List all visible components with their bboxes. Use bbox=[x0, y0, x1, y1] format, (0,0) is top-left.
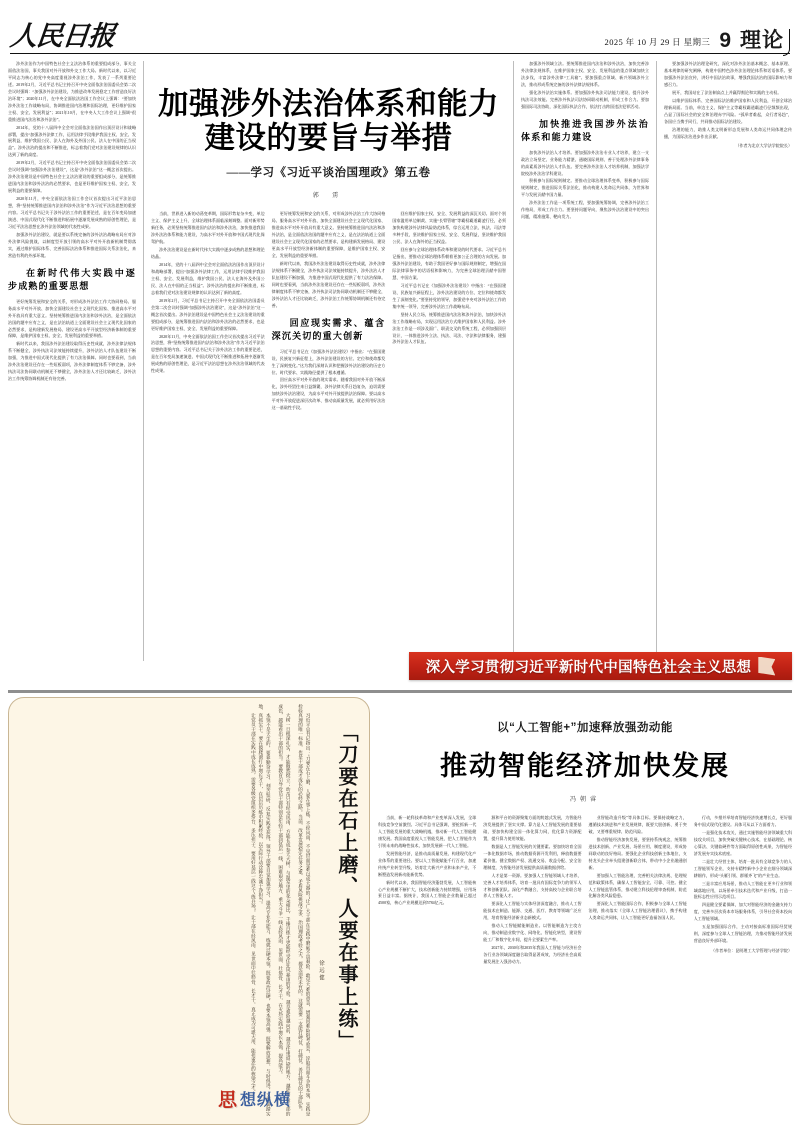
ai-column-3 bbox=[694, 815, 792, 1125]
ai-kicker: 以“人工智能+”加速释放强劲动能 bbox=[497, 722, 673, 734]
paragraph: 2019年2月，习近平总书记主持召开中央全面依法治国委员会第二次会议时强调“加强涉外法治建设”，这是“涉外法治”这一概念首次提出。涉外法治建设是中国特色社会主义法治建设的重要组成部分，是统筹推进国内法治和涉外法治的必然要求，也是更好维护国家主权、安全、发展利益的重要保障。 bbox=[151, 297, 265, 331]
paragraph: 发展智能经济，是推动高质量发展、构建现代化产业体系的重要途径。要以人工智能赋能千行百业，加速传统产业转型升级，培育壮大新兴产业和未来产业，不断塑造发展新动能新优势。 bbox=[378, 850, 477, 877]
paragraph: 2014年，党的十八届四中全会对全面依法治国作出顶层设计和战略部署，提出“加强涉外法律工作，运用法律手段维护我国主权、安全、发展利益，维护我国公民、法人在海外及外国公民、法人在中国的正当权益”。涉外法治的提出和不断推进，标志着我们党对法治建设规律的认识达到了新的高度。 bbox=[151, 261, 265, 295]
paragraph: 加快涉外法治人才培养。要加强涉外法治专业人才培养，建立一支政治立场坚定、业务能力精湛、通晓国际规则、善于处理涉外法律事务的高素质涉外法治人才队伍。要完善涉外法治人才培养机制，加强法学院校涉外法治学科建设。 bbox=[521, 149, 649, 176]
paragraph: 回应高水平对外开放的现实需求。随着我国对外开放不断深化，涉外经贸往来日益频繁，涉外法律关系日趋复杂，迫切需要加快涉外法治建设，为高水平对外开放提供法治保障。要以高水平对外开放促进深层次改革、推动高质量发展，就必须用好法治这一基础性手段。 bbox=[271, 377, 386, 411]
paragraph: 习近平总书记指出：“刀要在石上磨、人要在事上练，不经风雨、不见世面是难以成大器的。”让广大干部在实践中磨砺不畏艰险、敢见大难的意志，增强因难险阻考验会，淬取直面斗争的本领，实践是检验真理的唯一标准，也是干部成才成长的必经之路。当前，改革发展稳定任务之重、矛盾风险挑战之多、治国理政考验之大，都是前所未有的。这就需要一支能打硬仗、打硬仗、善打硬仗的干部队伍。 bbox=[298, 704, 311, 1116]
calligraphy-inner bbox=[15, 704, 363, 1118]
ai-column-0 bbox=[378, 815, 476, 1125]
paragraph: 五是加强国际合作，主动对接高标准国际经贸规则，深度参与全球人工智能治理，为推动智能经济发展营造良好外部环境。 bbox=[693, 924, 792, 944]
paragraph: 坚持人民立场，统筹推进国内法治和涉外法治，加快涉外法治工作战略布局，实现运用法治方式维护国家和人民利益。涉外法治工作是一项涉及面广、职责交叉的系统工程，必须加强顶层设计，一体推进涉外立法、执法、司法、守法和法律服务，建强涉外法治人才队伍。 bbox=[392, 311, 507, 345]
paragraph: 加强涉外法治建设，就是要以系统完备的涉外法治战略布局应对涉外法律风险挑战，以制度型开放引领的高水平对外开放新机制贯彻落实，通过维护国际体系、完善国际法治体系和推进国际关系法治化，来营造有利的外部环境。 bbox=[8, 231, 136, 258]
lead-column-5 bbox=[664, 61, 792, 661]
ai-article bbox=[378, 697, 792, 1125]
column-divider bbox=[513, 61, 514, 661]
column-divider bbox=[143, 61, 144, 661]
paragraph: 新时代以来，我国涉外法治建设取得历史性成就，涉外法律法规体系不断健全，涉外执法司法效能持续提升，涉外法治人才队伍建设不断加强，为推进中国式现代化提供了有力法治保障。同时也要看到，当前涉外法治建设还存在一些短板弱项，涉外法律制度体系不够完备，涉外执法司法协同联动机制还不够健全，涉外法治人才还比较缺乏，涉外法治工作统筹协调机制还有待完善。 bbox=[271, 260, 386, 308]
paragraph: 2020年11月，中央全面依法治国工作会议首次提出习近平法治思想，将“坚持统筹推进国内法治和涉外法治”作为习近平法治思想的重要内容。习近平总书记关于涉外法治工作的重要论述，是在百年变局加速演进、中国式现代化不断推进和拓展中逐渐发展成熟的原创性理论，是习近平法治思想在涉外法治领域的代表性成果。 bbox=[151, 333, 265, 374]
lead-article bbox=[8, 61, 792, 661]
paragraph: 2027年、2030年和2035年我国人工智能与经济社会各行业各领域深度融合取得显著成效，为经济社会高质量发展注入强劲动力。 bbox=[483, 945, 582, 965]
lead-byline: 郭 雳 bbox=[312, 193, 345, 200]
paragraph: 治理的能力，助推人类文明新形态发展和人类命运共同体理念传播，为国际法治进步作出贡献。 bbox=[664, 126, 792, 139]
paragraph: 推动智能经济加快发展，要坚持系统观念，统筹推进技术创新、产业发展、场景应用、制度建设，形成协同联动的良好格局。要强化企业科技创新主体地位，支持龙头企业牵头组建创新联合体，带动中小企业融通创新。 bbox=[588, 836, 687, 870]
paragraph: 当前，新一轮科技革命和产业变革深入发展，全球科技竞争空前激烈。习近平总书记强调，要抢抓新一代人工智能发展的重大战略机遇，推动新一代人工智能健康发展。我国高度重视人工智能发展，把人工智能作为引领未来的战略性技术，加快发展新一代人工智能。 bbox=[378, 815, 477, 848]
lead-attribution: （作者为北京大学法学院院长） bbox=[735, 143, 792, 149]
paragraph: 源和平台的资源聚集方面的跨越式发展，为智能经济发展提供了坚实支撑。算力是人工智能发展的重要基础，要加快构建全国一体化算力网，优化算力资源配置，提升算力使用效能。 bbox=[483, 815, 582, 841]
paragraph: 展开，我国站在了法治制高点上并赢得舆论和实践的主动权。 bbox=[672, 89, 782, 95]
paragraph: 业智能改造升级”等具体目标。要保持战略定力，遵循技术演进和产业发展规律，既要大胆创新、勇于突破，又要尊重规律、防范风险。 bbox=[588, 815, 687, 834]
campaign-banner[interactable] bbox=[409, 652, 792, 680]
paragraph: 一是强化技术攻关，通过实施智能经济领域重大科技攻关项目，加快突破关键核心技术，在基础理论、核心算法、关键软硬件等方面取得原创性成果，为智能经济发展夯实技术底座。 bbox=[693, 829, 792, 856]
paragraph: 涉外法治工作是一项系统工程，要加强统筹协调，完善涉外法治工作格局，形成工作合力。要坚持问题导向，聚焦涉外法治建设中的突出问题，精准施策、靶向发力。 bbox=[521, 200, 649, 220]
paragraph: 回应维护国家主权、安全、发展利益的深沉关切。面对个别国家滥用单边制裁、实施“长臂管辖”等霸权霸道霸凌行径，必须加快构建涉外法律风险防范体系，综合运用立法、执法、司法等多种手段，坚决维护国家主权、安全、发展利益，坚决维护我国公民、法人在海外的正当权益。 bbox=[392, 211, 507, 245]
masthead bbox=[8, 0, 792, 52]
paragraph: 更好统筹发展和安全的关系，对形成涉外法治工作大协同格局、服务高水平对外开放、加快全面建设社会主义现代化国家、推进高水平对外开放具有重大意义。坚持统筹推进国内法治和涉外法治，是全面依法治国的题中应有之义，是在法治轨道上全面建设社会主义现代化国家的必然要求，是构建新发展格局、建设更高水平开放型经济新体制的重要保障，是维护国家主权、安全、发展利益的重要举措。 bbox=[8, 298, 136, 339]
calligraphy-column-2 bbox=[250, 704, 272, 1118]
column-divider bbox=[656, 61, 657, 661]
lead-body-columns bbox=[151, 211, 506, 661]
paragraph: 要加强人工智能治理，完善相关法律法规、伦理规范和政策体系，确保人工智能安全、可靠、可控。健全人工智能监管体系，推动建立科技伦理审查机制，防范化解各类风险隐患。 bbox=[588, 872, 687, 899]
section-name: 理论 bbox=[740, 28, 784, 53]
paragraph: 数据是人工智能发展的关键要素。要加快培育全国一体化数据市场，推动数据资源开发利用，释放数据要素价值。健全数据产权、流通交易、收益分配、安全治理制度，为智能经济发展提供高质量数据供给。 bbox=[483, 843, 582, 870]
calligraphy-article bbox=[8, 697, 370, 1125]
ai-column-2 bbox=[589, 815, 687, 1125]
paragraph: 更好统筹发展和安全的关系，对形成涉外法治工作大协同格局、服务高水平对外开放、加快全面建设社会主义现代化国家、推进高水平对外开放具有重大意义。坚持统筹推进国内法治和涉外法治，是全面依法治国的题中应有之义，是在法治轨道上全面建设社会主义现代化国家的必然要求，是构建新发展格局、建设更高水平开放型经济新体制的重要保障，是维护国家主权、安全、发展利益的重要举措。 bbox=[271, 211, 386, 259]
seal-secondary-chars: 想纵横 bbox=[239, 1092, 291, 1109]
paragraph: 要深化人工智能国际合作，积极参与全球人工智能治理，推动落实《全球人工智能治理倡议》，携手构建人类命运共同体，让人工智能更好造福各国人民。 bbox=[588, 901, 687, 921]
paragraph: 本领不是天生的，要靠勤奋学习、刻苦钻研、反复实践来获得。领导干部要自觉加强学习，提高专业化能力，练就过硬本领。既要政治过硬，也要本领高强，既要解放思想、与时俱进，又要脚踏实地、真抓实干。要在摸爬滚打中增长才干，在层层历练中积累经验，以实际行动诠释忠诚干净担当。 bbox=[258, 704, 272, 1116]
page-number: 9 bbox=[719, 29, 731, 53]
paragraph: 三是丰富应用场景，推动人工智能在更多行业和领域落地应用，以场景牵引技术迭代和产业升级，打造一批标志性应用示范项目。 bbox=[693, 880, 792, 900]
paragraph: 强化涉外法治实施体系。要加强涉外执法司法能力建设，提升涉外执法司法效能。完善涉外执法司法协同联动机制，形成工作合力。要加强国际司法协助，深化国际执法合作，依法打击跨国违法犯罪活动。 bbox=[521, 89, 649, 109]
paragraph: 习近平总书记在《加强涉外法治建设》中指出：“在强国建设、民族复兴新征程上，涉外法治建设的方位、定位和使命都发生了深刻变化。”这为我们深刻认识和把握涉外法治建设的历史方位、时代要求、实践路径提供了根本遵循。 bbox=[271, 348, 386, 375]
newspaper-logo: 人民日报 bbox=[8, 21, 116, 51]
paragraph: 要深化人工智能与实体经济深度融合，推动人工智能技术在制造、能源、交通、医疗、教育等领域广泛应用，培育智能经济新业态新模式。 bbox=[483, 901, 582, 921]
paragraph: 四是健全要素保障，加大对智能经济的金融支持力度，完善多层次资本市场服务体系，引导社会资本投向人工智能领域。 bbox=[693, 902, 792, 922]
ribbon-icon bbox=[758, 657, 775, 676]
dateline: 2025 年 10 月 29 日 星期三 bbox=[604, 37, 711, 47]
ai-column-1 bbox=[483, 815, 581, 1125]
section-name-wrap bbox=[740, 28, 790, 53]
campaign-banner-text: 深入学习贯彻习近平新时代中国特色社会主义思想 bbox=[425, 659, 752, 676]
seal-primary-char: 思 bbox=[217, 1090, 237, 1111]
calligraphy-author: 徐远健 bbox=[318, 959, 324, 983]
paragraph: 加强涉外领域立法。要统筹推进国内法治和涉外法治，加快完善涉外法律法规体系，在维护国家主权、安全、发展利益的重点领域加快立法步伐，丰富涉外法律“工具箱”。要加强重点领域、新兴领域涉外立法，推动形成系统完备的涉外法律法规体系。 bbox=[521, 61, 649, 87]
masthead-right bbox=[604, 28, 790, 53]
paragraph: 2019年2月，习近平总书记主持召开中央全面依法治国委员会第二次会议时强调“加强涉外法治建设”，这是“涉外法治”这一概念首次提出。涉外法治建设是中国特色社会主义法治建设的重要组成部分，是统筹推进国内法治和涉外法治的必然要求，也是更好维护国家主权、安全、发展利益的重要保障。 bbox=[8, 160, 136, 194]
ai-byline: 冯朝睿 bbox=[569, 797, 600, 803]
paragraph: 推动人工智能赋能制造业。以智能制造为主攻方向，推动制造业数字化、网络化、智能化转型，建设智能工厂和数字化车间，提升全要素生产率。 bbox=[483, 923, 582, 943]
paragraph: 行动，多措并举培育智能经济快速增长点，更好服务中国式现代化建设。具体可从以下方面着力。 bbox=[693, 815, 792, 827]
lead-column-3 bbox=[392, 211, 506, 661]
ai-headline: 推动智能经济加快发展 bbox=[440, 751, 730, 781]
column-seal bbox=[218, 1085, 291, 1112]
paragraph: 以维护国际体系、完善国际法治维护国家和人民利益，开创全球治理新局面。当前，单边主义、保护主义等霸权霸道霸凌行径频频出现，凸显了国际社会的安全和治理赤字风险。“孤举者难起，众行者易趋”，各国应当携手同行，共同推动国际法治建设。 bbox=[664, 97, 792, 124]
paragraph: 2020年11月，中央全面依法治国工作会议首次提出习近平法治思想，将“坚持统筹推进国内法治和涉外法治”作为习近平法治思想的重要内容。习近平总书记关于涉外法治工作的重要论述，是在百年变局加速演进、中国式现代化不断推进和拓展中逐渐发展成熟的原创性理论，是习近平法治思想在涉外法治领域的代表性成果。 bbox=[8, 196, 136, 229]
lead-column-4 bbox=[521, 61, 649, 661]
paragraph: 2014年，党的十八届四中全会对全面依法治国作出顶层设计和战略部署，提出“加强涉外法律工作，运用法律手段维护我国主权、安全、发展利益，维护我国公民、法人在海外及外国公民、法人在中国的正当权益”。涉外法治的提出和不断推进，标志着我们党对法治建设规律的认识达到了新的高度。 bbox=[8, 124, 136, 158]
lead-subhead: ——学习《习近平谈治国理政》第五卷 bbox=[226, 167, 431, 180]
masthead-rule bbox=[10, 53, 790, 54]
calligraphy-column-0 bbox=[297, 704, 312, 1118]
bottom-section bbox=[8, 697, 792, 1125]
ai-body-columns bbox=[378, 815, 792, 1125]
paragraph: 大树一旦根深扎实，才能傲然挺立；幼苗只有经受风雨，方能长成参天大树。与温室里的花朵相比，千锤百炼才更能经受住狂风暴雨的考验。越是艰险越向前，越是任重道远的地方，越能考验干部的成色，越能看出干部的担当。要教育引导党员干部特别是年轻干部到基层一线、困难艰苦地方、重大斗争一线去经风雨、见世面、壮筋骨、长才干，在火热实践中增长本领、提高能力。 bbox=[278, 704, 292, 1116]
calligraphy-title: 「刀要在石上磨、人要在事上练」 bbox=[335, 722, 357, 1052]
section-divider bbox=[8, 690, 792, 693]
paragraph: 新时代以来，我国涉外法治建设取得历史性成就，涉外法律法规体系不断健全，涉外执法司法效能持续提升，涉外法治人才队伍建设不断加强，为推进中国式现代化提供了有力法治保障。同时也要看到，当前涉外法治建设还存在一些短板弱项，涉外法律制度体系不够完备，涉外执法司法协同联动机制还不够健全，涉外法治人才还比较缺乏，涉外法治工作统筹协调机制还有待完善。 bbox=[8, 341, 136, 382]
paragraph: 新时代以来，我国智能经济蓬勃发展，人工智能核心产业规模不断扩大，技术创新能力持续增强，应用场景日益丰富。据统计，我国人工智能企业数量已超过4500家，核心产业规模达到5784亿元。 bbox=[378, 879, 477, 906]
paragraph: 积极参与国际规则制定。要推动全球治理体系变革，积极参与国际规则制定，推进国际关系法治化，推动构建人类命运共同体，为世界和平与发展贡献中国力量。 bbox=[521, 178, 649, 198]
lead-column-1 bbox=[151, 211, 265, 661]
lead-headline: 加强涉外法治体系和能力建设的要旨与举措 bbox=[158, 87, 499, 156]
paragraph: 涉外法治作为中国特色社会主义法治体系的重要组成部分，事关全面依法治国，事关我国对外开放和外交工作大局。新时代以来，以习近平同志为核心的党中央高度重视涉外法治工作，发表了一系列重要论述。2019年2月，习近平总书记主持召开中央全面依法治国委员会第二次会议时强调：“加强涉外法治建设，为推进改革发展稳定工作营造良好法治环境”；2020年11月，在中央全面依法治国工作会议上强调：“要加快涉外法治工作战略布局，协调推进国内治理和国际治理，更好维护国家主权、安全、发展利益”；2021年10月，在中央人大工作会议上强调“很重推进国内法治和涉外法治”。 bbox=[8, 61, 136, 122]
paragraph: 二是壮大经营主体，培育一批具有全球竞争力的人工智能领军企业，支持专精特新中小企业在细分领域深耕细作，形成“头雁引领、群雁齐飞”的产业生态。 bbox=[693, 858, 792, 878]
lead-headline-block bbox=[151, 61, 506, 661]
paragraph: 回应参与全球治理体系改革和建设的时代要求。习近平总书记指出，要推动全球治理体系朝着更加公正合理的方向发展。加强涉外法治建设，有助于我国更好参与国际规则制定，增强在国际法律事务中的话语权和影响力，为完善全球治理贡献中国智慧、中国方案。 bbox=[392, 247, 507, 280]
lead-column-2 bbox=[272, 211, 386, 661]
paragraph: 人才是第一资源。要加强人工智能领域人才培养，完善人才培养体系，培育一批具有国际竞争力的领军人才和创新团队。深化产教融合，支持高校与企业联合培养人工智能人才。 bbox=[483, 872, 582, 899]
ai-attribution: （作者单位：昆明理工大学管理与经济学院） bbox=[711, 948, 792, 954]
paragraph: 要加强涉外法治理论研究，深化对涉外法治基本概念、基本原理、基本规律的研究阐释，构建中国特色涉外法治理论体系和话语体系。要加强涉外法治宣传，讲好中国法治故事，增强我国法治的国际影响力和感召力。 bbox=[664, 61, 792, 87]
section-title-1: 在新时代伟大实践中逐步成熟的重要思想 bbox=[8, 267, 136, 292]
paragraph: 习近平总书记在《加强涉外法治建设》中指出：“在强国建设、民族复兴新征程上，涉外法治建设的方位、定位和使命都发生了深刻变化。”要坚持党的领导，加强党中央对涉外法治工作的集中统一领导，完善涉外法治工作战略布局。 bbox=[392, 282, 507, 309]
section-title-2: 回应现实需求、蕴含深沉关切的重大创新 bbox=[271, 317, 386, 342]
section-title-3: 加快推进我国涉外法治体系和能力建设 bbox=[521, 118, 649, 143]
lead-column-0 bbox=[8, 61, 136, 661]
paragraph: 让党员干部在实践中成长成熟，需要各级党组织多搭台、多压担子。要用好基层一线这个“练兵场”，让干部在经风雨、见世面中壮筋骨、长才干，真正成为可堪大用、能担重任的栋梁之才。 bbox=[251, 713, 257, 1095]
paragraph: 当前，世界进入新的动荡变革期，国际形势复杂多变，单边主义、保护主义上升，全球治理体系面临深刻调整。面对新形势新任务，必须坚持统筹推进国内法治和涉外法治，加快推进我国涉外法治体系和能力建设，为高水平对外开放和中国式现代化保驾护航。 bbox=[151, 211, 265, 245]
paragraph: 涉外法治建设是在新时代伟大实践中逐步成熟的思想和理论结晶。 bbox=[151, 247, 265, 260]
calligraphy-column-1 bbox=[277, 704, 292, 1118]
